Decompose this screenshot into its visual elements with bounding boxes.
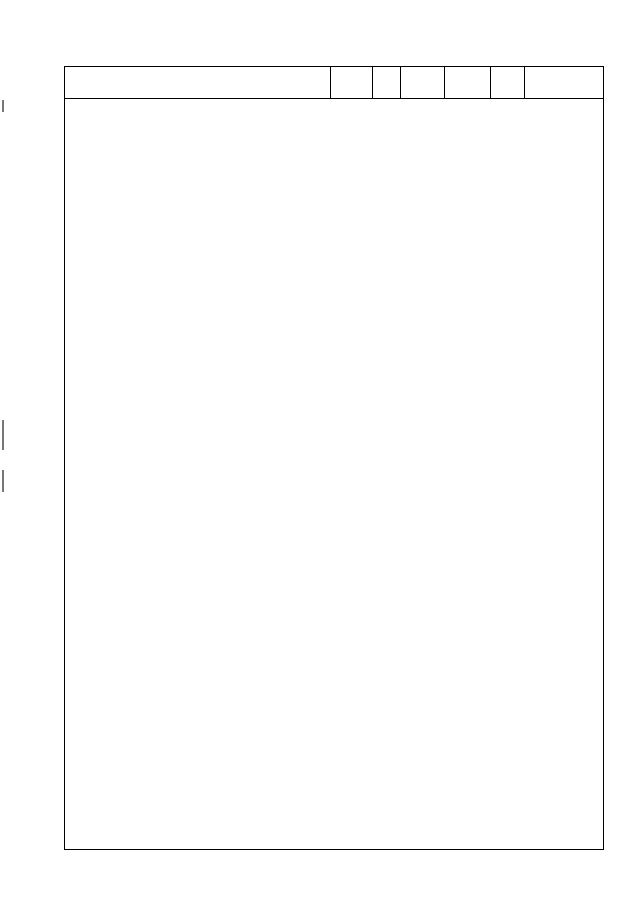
col-header-target-item	[445, 67, 491, 98]
table-header	[65, 67, 603, 99]
scan-margin-mark	[2, 100, 4, 112]
col-header-podrazdel	[401, 67, 445, 98]
col-header-razdel	[373, 67, 401, 98]
col-header-name	[65, 67, 331, 98]
col-header-expense-type	[491, 67, 525, 98]
col-header-vedomstvo	[331, 67, 373, 98]
budget-table	[64, 66, 604, 850]
scan-margin-mark	[2, 420, 4, 450]
scan-margin-mark	[2, 470, 4, 492]
col-header-cash-execution	[525, 67, 603, 98]
